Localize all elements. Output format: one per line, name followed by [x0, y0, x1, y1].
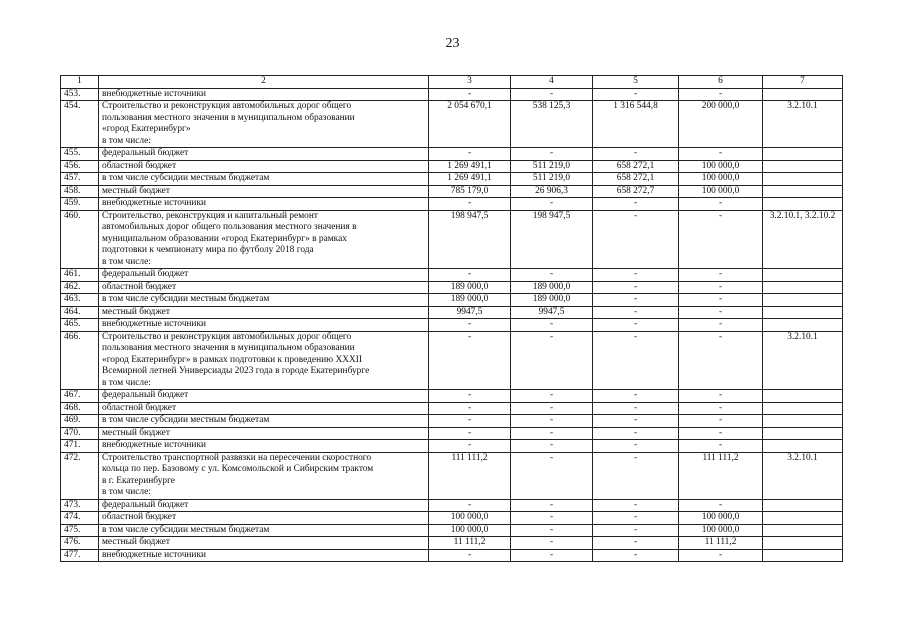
- col3-value-cell: 11 111,2: [429, 537, 511, 550]
- row-name-cell: внебюджетные источники: [99, 549, 429, 562]
- col5-value-cell: -: [593, 198, 679, 211]
- col7-code-cell: [763, 148, 843, 161]
- col5-value-cell: -: [593, 294, 679, 307]
- row-name-cell: Строительство и реконструкция автомобильных дорог общего пользования местного значения в муниципальном образовании «город Екатеринбург» в том числе:: [99, 101, 429, 148]
- col6-value-cell: -: [679, 88, 763, 101]
- row-number-cell: 459.: [61, 198, 99, 211]
- col7-code-cell: [763, 402, 843, 415]
- col5-value-cell: -: [593, 524, 679, 537]
- table-row: [61, 319, 843, 332]
- col3-value-cell: 785 179,0: [429, 185, 511, 198]
- row-name-cell: местный бюджет: [99, 185, 429, 198]
- row-number-cell: 472.: [61, 452, 99, 499]
- table-row: [61, 88, 843, 101]
- row-name-cell: федеральный бюджет: [99, 148, 429, 161]
- col4-value-cell: -: [511, 331, 593, 390]
- col7-code-cell: [763, 537, 843, 550]
- table-row: [61, 269, 843, 282]
- col3-value-cell: -: [429, 331, 511, 390]
- col5-value-cell: -: [593, 390, 679, 403]
- col3-value-cell: 189 000,0: [429, 294, 511, 307]
- col4-value-cell: -: [511, 269, 593, 282]
- table-row: [61, 198, 843, 211]
- col4-value-cell: 26 906,3: [511, 185, 593, 198]
- col3-value-cell: -: [429, 415, 511, 428]
- col3-value-cell: 1 269 491,1: [429, 173, 511, 186]
- col5-value-cell: -: [593, 210, 679, 269]
- col3-value-cell: -: [429, 269, 511, 282]
- header-cell: 4: [511, 76, 593, 89]
- row-name-cell: местный бюджет: [99, 306, 429, 319]
- row-name-cell: внебюджетные источники: [99, 88, 429, 101]
- col6-value-cell: -: [679, 390, 763, 403]
- col4-value-cell: -: [511, 390, 593, 403]
- col3-value-cell: -: [429, 88, 511, 101]
- table-row: [61, 185, 843, 198]
- col3-value-cell: -: [429, 549, 511, 562]
- col3-value-cell: -: [429, 390, 511, 403]
- row-number-cell: 477.: [61, 549, 99, 562]
- header-cell: 2: [99, 76, 429, 89]
- col6-value-cell: 100 000,0: [679, 524, 763, 537]
- col5-value-cell: -: [593, 319, 679, 332]
- table-row: [61, 160, 843, 173]
- col7-code-cell: [763, 549, 843, 562]
- col6-value-cell: -: [679, 440, 763, 453]
- col5-value-cell: -: [593, 331, 679, 390]
- col4-value-cell: -: [511, 88, 593, 101]
- col3-value-cell: -: [429, 319, 511, 332]
- col3-value-cell: 198 947,5: [429, 210, 511, 269]
- row-number-cell: 453.: [61, 88, 99, 101]
- col6-value-cell: -: [679, 499, 763, 512]
- col7-code-cell: 3.2.10.1: [763, 331, 843, 390]
- header-cell: 3: [429, 76, 511, 89]
- col7-code-cell: [763, 160, 843, 173]
- row-name-cell: Строительство и реконструкция автомобильных дорог общего пользования местного значения в муниципальном образовании «город Екатеринбург» в рамках подготовки к проведению XXXII Всемирной летней Универсиады 2023 года в городе Екатеринбурге в том числе:: [99, 331, 429, 390]
- header-cell: 1: [61, 76, 99, 89]
- col4-value-cell: -: [511, 415, 593, 428]
- col7-code-cell: [763, 427, 843, 440]
- col7-code-cell: 3.2.10.1: [763, 452, 843, 499]
- row-name-cell: в том числе субсидии местным бюджетам: [99, 524, 429, 537]
- col6-value-cell: -: [679, 427, 763, 440]
- col5-value-cell: -: [593, 512, 679, 525]
- col6-value-cell: -: [679, 294, 763, 307]
- table-row: [61, 306, 843, 319]
- row-number-cell: 454.: [61, 101, 99, 148]
- col5-value-cell: -: [593, 269, 679, 282]
- table-row: [61, 148, 843, 161]
- row-number-cell: 458.: [61, 185, 99, 198]
- col4-value-cell: -: [511, 402, 593, 415]
- col4-value-cell: 198 947,5: [511, 210, 593, 269]
- col5-value-cell: -: [593, 88, 679, 101]
- row-name-cell: местный бюджет: [99, 537, 429, 550]
- col4-value-cell: -: [511, 440, 593, 453]
- table-row: [61, 440, 843, 453]
- col5-value-cell: -: [593, 306, 679, 319]
- row-number-cell: 456.: [61, 160, 99, 173]
- row-name-cell: Строительство, реконструкция и капитальный ремонт автомобильных дорог общего пользования местного значения в муниципальном образовании «город Екатеринбург» в рамках подготовки к чемпионату мира по футболу 2018 года в том числе:: [99, 210, 429, 269]
- col7-code-cell: [763, 198, 843, 211]
- row-number-cell: 467.: [61, 390, 99, 403]
- table-row: [61, 210, 843, 269]
- row-number-cell: 473.: [61, 499, 99, 512]
- col3-value-cell: 100 000,0: [429, 524, 511, 537]
- col3-value-cell: 100 000,0: [429, 512, 511, 525]
- col3-value-cell: 1 269 491,1: [429, 160, 511, 173]
- col6-value-cell: 100 000,0: [679, 512, 763, 525]
- col5-value-cell: 658 272,1: [593, 160, 679, 173]
- table-row: [61, 452, 843, 499]
- row-number-cell: 471.: [61, 440, 99, 453]
- col5-value-cell: -: [593, 281, 679, 294]
- row-number-cell: 465.: [61, 319, 99, 332]
- col3-value-cell: -: [429, 440, 511, 453]
- col4-value-cell: 511 219,0: [511, 173, 593, 186]
- col5-value-cell: -: [593, 549, 679, 562]
- page-number: 23: [445, 36, 460, 51]
- budget-table: [60, 75, 843, 562]
- col4-value-cell: 189 000,0: [511, 294, 593, 307]
- col5-value-cell: 658 272,7: [593, 185, 679, 198]
- col4-value-cell: 538 125,3: [511, 101, 593, 148]
- table-row: [61, 331, 843, 390]
- row-name-cell: областной бюджет: [99, 281, 429, 294]
- col5-value-cell: -: [593, 452, 679, 499]
- col6-value-cell: -: [679, 415, 763, 428]
- row-number-cell: 474.: [61, 512, 99, 525]
- table-row: [61, 402, 843, 415]
- col6-value-cell: -: [679, 402, 763, 415]
- row-number-cell: 475.: [61, 524, 99, 537]
- col4-value-cell: -: [511, 512, 593, 525]
- col7-code-cell: [763, 185, 843, 198]
- col4-value-cell: -: [511, 499, 593, 512]
- row-number-cell: 463.: [61, 294, 99, 307]
- row-number-cell: 469.: [61, 415, 99, 428]
- table-row: [61, 281, 843, 294]
- row-name-cell: федеральный бюджет: [99, 269, 429, 282]
- table-row: [61, 101, 843, 148]
- row-number-cell: 470.: [61, 427, 99, 440]
- col3-value-cell: -: [429, 402, 511, 415]
- col7-code-cell: [763, 524, 843, 537]
- row-number-cell: 461.: [61, 269, 99, 282]
- table-row: [61, 294, 843, 307]
- col6-value-cell: -: [679, 549, 763, 562]
- col3-value-cell: -: [429, 499, 511, 512]
- table-row: [61, 549, 843, 562]
- table-row: [61, 415, 843, 428]
- col7-code-cell: [763, 306, 843, 319]
- col7-code-cell: [763, 390, 843, 403]
- col4-value-cell: 9947,5: [511, 306, 593, 319]
- col4-value-cell: -: [511, 549, 593, 562]
- col6-value-cell: -: [679, 306, 763, 319]
- col4-value-cell: -: [511, 148, 593, 161]
- col3-value-cell: 189 000,0: [429, 281, 511, 294]
- row-name-cell: областной бюджет: [99, 512, 429, 525]
- col6-value-cell: 200 000,0: [679, 101, 763, 148]
- col3-value-cell: 9947,5: [429, 306, 511, 319]
- col3-value-cell: -: [429, 148, 511, 161]
- col3-value-cell: -: [429, 198, 511, 211]
- row-name-cell: внебюджетные источники: [99, 440, 429, 453]
- col6-value-cell: -: [679, 319, 763, 332]
- col7-code-cell: [763, 281, 843, 294]
- col7-code-cell: [763, 319, 843, 332]
- col5-value-cell: -: [593, 402, 679, 415]
- col7-code-cell: [763, 173, 843, 186]
- row-name-cell: в том числе субсидии местным бюджетам: [99, 415, 429, 428]
- col4-value-cell: -: [511, 427, 593, 440]
- table-row: [61, 390, 843, 403]
- col7-code-cell: [763, 294, 843, 307]
- col7-code-cell: [763, 512, 843, 525]
- col6-value-cell: -: [679, 210, 763, 269]
- col5-value-cell: -: [593, 440, 679, 453]
- col4-value-cell: -: [511, 452, 593, 499]
- table-row: [61, 427, 843, 440]
- col6-value-cell: -: [679, 281, 763, 294]
- table-row: [61, 512, 843, 525]
- col5-value-cell: -: [593, 148, 679, 161]
- table-row: [61, 173, 843, 186]
- col7-code-cell: [763, 415, 843, 428]
- col5-value-cell: -: [593, 537, 679, 550]
- col6-value-cell: 100 000,0: [679, 185, 763, 198]
- col5-value-cell: -: [593, 427, 679, 440]
- col7-code-cell: [763, 88, 843, 101]
- col3-value-cell: -: [429, 427, 511, 440]
- col7-code-cell: [763, 440, 843, 453]
- col7-code-cell: 3.2.10.1: [763, 101, 843, 148]
- row-name-cell: внебюджетные источники: [99, 198, 429, 211]
- col7-code-cell: [763, 269, 843, 282]
- row-name-cell: федеральный бюджет: [99, 499, 429, 512]
- row-number-cell: 460.: [61, 210, 99, 269]
- header-cell: 6: [679, 76, 763, 89]
- col4-value-cell: -: [511, 537, 593, 550]
- col4-value-cell: -: [511, 319, 593, 332]
- col6-value-cell: 11 111,2: [679, 537, 763, 550]
- col4-value-cell: 511 219,0: [511, 160, 593, 173]
- col6-value-cell: 111 111,2: [679, 452, 763, 499]
- col3-value-cell: 111 111,2: [429, 452, 511, 499]
- col4-value-cell: 189 000,0: [511, 281, 593, 294]
- col3-value-cell: 2 054 670,1: [429, 101, 511, 148]
- row-name-cell: областной бюджет: [99, 160, 429, 173]
- header-cell: 5: [593, 76, 679, 89]
- header-cell: 7: [763, 76, 843, 89]
- row-name-cell: внебюджетные источники: [99, 319, 429, 332]
- table-row: [61, 537, 843, 550]
- col5-value-cell: -: [593, 415, 679, 428]
- col5-value-cell: -: [593, 499, 679, 512]
- row-number-cell: 462.: [61, 281, 99, 294]
- row-number-cell: 466.: [61, 331, 99, 390]
- col5-value-cell: 658 272,1: [593, 173, 679, 186]
- col6-value-cell: -: [679, 148, 763, 161]
- row-name-cell: местный бюджет: [99, 427, 429, 440]
- row-name-cell: в том числе субсидии местным бюджетам: [99, 294, 429, 307]
- col6-value-cell: -: [679, 331, 763, 390]
- row-name-cell: Строительство транспортной развязки на пересечении скоростного кольца по пер. Базовому с ул. Комсомольской и Сибирским трактом в г. Екатеринбурге в том числе:: [99, 452, 429, 499]
- col7-code-cell: [763, 499, 843, 512]
- col4-value-cell: -: [511, 198, 593, 211]
- row-number-cell: 476.: [61, 537, 99, 550]
- col7-code-cell: 3.2.10.1, 3.2.10.2: [763, 210, 843, 269]
- row-number-cell: 455.: [61, 148, 99, 161]
- col6-value-cell: -: [679, 198, 763, 211]
- table-row: [61, 524, 843, 537]
- row-number-cell: 457.: [61, 173, 99, 186]
- col6-value-cell: 100 000,0: [679, 160, 763, 173]
- row-number-cell: 468.: [61, 402, 99, 415]
- table-row: [61, 499, 843, 512]
- row-name-cell: в том числе субсидии местным бюджетам: [99, 173, 429, 186]
- col6-value-cell: -: [679, 269, 763, 282]
- row-name-cell: федеральный бюджет: [99, 390, 429, 403]
- col4-value-cell: -: [511, 524, 593, 537]
- row-number-cell: 464.: [61, 306, 99, 319]
- col5-value-cell: 1 316 544,8: [593, 101, 679, 148]
- col6-value-cell: 100 000,0: [679, 173, 763, 186]
- table-header-row: [61, 76, 843, 89]
- row-name-cell: областной бюджет: [99, 402, 429, 415]
